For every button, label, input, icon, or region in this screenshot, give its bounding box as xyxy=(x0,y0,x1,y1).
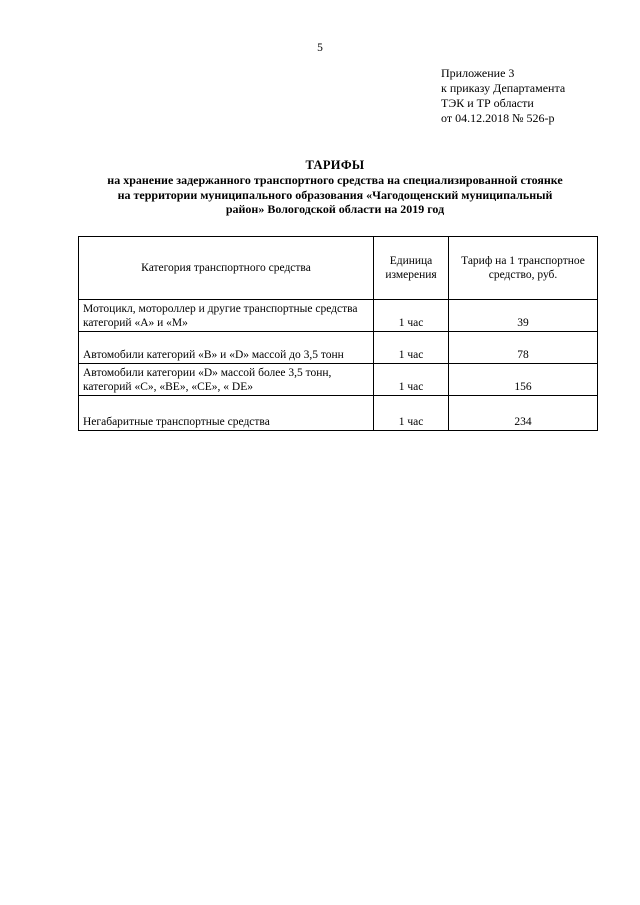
cell-unit: 1 час xyxy=(374,364,449,396)
cell-unit: 1 час xyxy=(374,332,449,364)
table-row xyxy=(79,396,598,431)
title-heading: ТАРИФЫ xyxy=(305,158,365,172)
tariffs-table xyxy=(78,236,598,431)
header-unit: Единица измерения xyxy=(374,237,449,300)
cell-category: Мотоцикл, мотороллер и другие транспортные средства категорий «А» и «М» xyxy=(79,300,374,332)
cell-category: Негабаритные транспортные средства xyxy=(79,396,374,431)
table-row xyxy=(79,332,598,364)
cell-tariff: 39 xyxy=(449,300,598,332)
cell-unit: 1 час xyxy=(374,396,449,431)
document-title xyxy=(60,157,610,217)
appendix-line: от 04.12.2018 № 526-р xyxy=(441,111,555,125)
cell-tariff: 78 xyxy=(449,332,598,364)
header-tariff: Тариф на 1 транспортное средство, руб. xyxy=(449,237,598,300)
page-number: 5 xyxy=(317,42,323,54)
table-row xyxy=(79,300,598,332)
appendix-line: ТЭК и ТР области xyxy=(441,96,534,110)
cell-category: Автомобили категорий «В» и «D» массой до 3,5 тонн xyxy=(79,332,374,364)
cell-unit: 1 час xyxy=(374,300,449,332)
title-line: на территории муниципального образования «Чагодощенский муниципальный xyxy=(117,187,553,202)
title-line: на хранение задержанного транспортного средства на специализированной стоянке xyxy=(107,173,563,187)
title-line: район» Вологодской области на 2019 год xyxy=(225,202,445,216)
table-row xyxy=(79,364,598,396)
appendix-line: к приказу Департамента xyxy=(441,81,566,95)
table-header-row xyxy=(79,237,598,300)
header-category: Категория транспортного средства xyxy=(79,237,374,300)
title-subheading xyxy=(60,173,610,217)
cell-tariff: 234 xyxy=(449,396,598,431)
cell-tariff: 156 xyxy=(449,364,598,396)
appendix-line: Приложение 3 xyxy=(441,66,515,80)
appendix-reference xyxy=(441,66,565,126)
cell-category: Автомобили категории «D» массой более 3,5 тонн, категорий «С», «ВЕ», «СЕ», « DE» xyxy=(79,364,374,396)
